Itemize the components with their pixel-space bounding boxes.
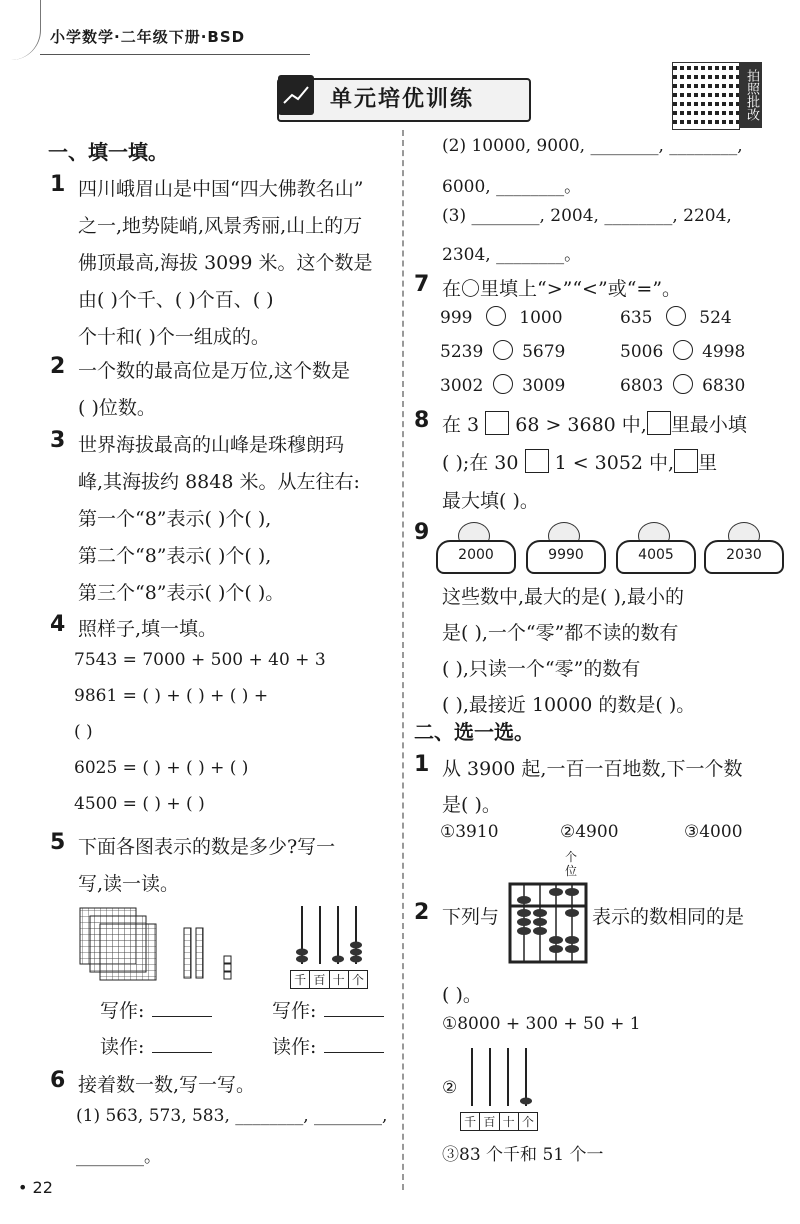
q3-line: 第二个“8”表示( )个( ), — [78, 545, 272, 567]
compare-circle[interactable] — [493, 340, 513, 360]
page-title: 单元培优训练 — [330, 87, 475, 112]
q9-number: 9 — [414, 520, 430, 545]
q2-number: 2 — [50, 354, 66, 379]
q8-number: 8 — [414, 408, 430, 433]
abacus-top-label: 个位 — [564, 850, 577, 878]
bead-abacus-picture — [508, 880, 588, 966]
q8-box-ref — [674, 449, 698, 473]
q8-line-2 — [442, 448, 717, 475]
compare-circle[interactable] — [493, 374, 513, 394]
q8-line-1 — [442, 410, 747, 437]
compare-left: 5006 — [620, 342, 664, 362]
q3-line: 第一个“8”表示( )个( ), — [78, 508, 272, 530]
compare-pair — [440, 374, 565, 396]
q8-box-ref — [647, 411, 671, 435]
q2-line: ( )位数。 — [78, 397, 156, 419]
q5-line: 写,读一读。 — [78, 873, 180, 895]
compare-right: 4998 — [702, 342, 746, 362]
option[interactable]: ② — [442, 1078, 458, 1098]
qr-code-icon[interactable] — [672, 62, 740, 130]
abacus-picture — [460, 1046, 540, 1130]
place-value-blocks-picture — [76, 904, 246, 984]
q8-box-1[interactable] — [485, 411, 509, 435]
compare-pair — [620, 374, 745, 396]
compare-pair — [620, 340, 745, 362]
compare-right: 1000 — [519, 308, 563, 328]
abacus-label: 个 — [351, 973, 364, 987]
q8-text: 1 < 3052 中, — [554, 452, 675, 474]
compare-right: 524 — [699, 308, 732, 328]
q6-line: 6000, ________。 — [442, 177, 582, 197]
q8-line-3: 最大填( )。 — [442, 490, 539, 512]
compare-right: 3009 — [522, 376, 566, 396]
q1-line: 佛顶最高,海拔 3099 米。这个数是 — [78, 252, 373, 274]
trend-chart-icon — [278, 75, 314, 115]
option[interactable]: ①8000 + 300 + 50 + 1 — [442, 1014, 641, 1034]
q6-number: 6 — [50, 1068, 66, 1093]
s2-q2-text-a: 下列与 — [442, 906, 500, 928]
s2-q1-number: 1 — [414, 752, 430, 777]
s2-q1-line: 从 3900 起,一百一百地数,下一个数 — [442, 758, 743, 780]
compare-pair — [440, 306, 563, 328]
write-blank-right[interactable] — [324, 1016, 384, 1017]
compare-circle[interactable] — [673, 340, 693, 360]
compare-circle[interactable] — [666, 306, 686, 326]
q9-line: ( ),最接近 10000 的数是( )。 — [442, 694, 696, 716]
q8-text: 里 — [698, 452, 718, 474]
compare-left: 6803 — [620, 376, 664, 396]
s2-q2-number: 2 — [414, 900, 430, 925]
header-rule — [40, 54, 310, 55]
s2-q1-line: 是( )。 — [442, 794, 501, 816]
option[interactable]: ③83 个千和 51 个一 — [442, 1145, 604, 1165]
compare-left: 635 — [620, 308, 653, 328]
option[interactable]: ③4000 — [684, 822, 743, 842]
abacus-label: 百 — [310, 971, 329, 988]
q3-number: 3 — [50, 428, 66, 453]
write-blank-left[interactable] — [152, 1016, 212, 1017]
abacus-label: 千 — [291, 971, 310, 988]
compare-circle[interactable] — [673, 374, 693, 394]
s2-q2-blank: ( )。 — [442, 984, 482, 1006]
q6-line: (3) ________, 2004, ________, 2204, — [442, 206, 732, 226]
abacus-label: 十 — [500, 1113, 519, 1130]
q4-line: 4500 = ( ) + ( ) — [74, 794, 205, 814]
q8-box-2[interactable] — [525, 449, 549, 473]
read-label-right: 读作: — [272, 1036, 317, 1058]
q7-number: 7 — [414, 272, 430, 297]
read-label-left: 读作: — [100, 1036, 145, 1058]
q4-line: 9861 = ( ) + ( ) + ( ) + — [74, 686, 269, 706]
series-header: 小学数学·二年级下册·BSD — [50, 28, 246, 46]
q1-line: 之一,地势陡峭,风景秀丽,山上的万 — [78, 215, 363, 237]
q6-line: (1) 563, 573, 583, ________, ________, — [76, 1106, 388, 1126]
q9-line: 是( ),一个“零”都不读的数有 — [442, 622, 679, 644]
q9-line: 这些数中,最大的是( ),最小的 — [442, 586, 684, 608]
q8-text: 68 > 3680 中, — [515, 414, 647, 436]
page-number: • 22 — [18, 1178, 53, 1197]
q1-line: 四川峨眉山是中国“四大佛教名山” — [78, 178, 364, 200]
q6-line: (2) 10000, 9000, ________, ________, — [442, 136, 743, 156]
abacus-label: 百 — [480, 1113, 499, 1130]
q9-line: ( ),只读一个“零”的数有 — [442, 658, 641, 680]
q3-line: 世界海拔最高的山峰是珠穆朗玛 — [78, 434, 345, 456]
abacus-label: 十 — [330, 971, 349, 988]
q8-text: 里最小填 — [670, 414, 747, 436]
number-badge: 9990 — [526, 540, 606, 574]
q8-text: 在 3 — [442, 414, 480, 436]
compare-pair — [620, 306, 732, 328]
compare-pair — [440, 340, 565, 362]
read-blank-right[interactable] — [324, 1052, 384, 1053]
compare-left: 999 — [440, 308, 473, 328]
q4-number: 4 — [50, 612, 66, 637]
number-badge: 2030 — [704, 540, 784, 574]
read-blank-left[interactable] — [152, 1052, 212, 1053]
q2-line: 一个数的最高位是万位,这个数是 — [78, 360, 351, 382]
q1-number: 1 — [50, 172, 66, 197]
write-label-left: 写作: — [100, 1000, 145, 1022]
q5-line: 下面各图表示的数是多少?写一 — [78, 836, 336, 858]
compare-left: 5239 — [440, 342, 484, 362]
q7-instruction: 在〇里填上“>”“<”或“=”。 — [442, 278, 682, 300]
page-corner-mark — [0, 0, 41, 60]
compare-right: 5679 — [522, 342, 566, 362]
s2-q2-text-b: 表示的数相同的是 — [592, 906, 745, 928]
write-label-right: 写作: — [272, 1000, 317, 1022]
number-badge: 2000 — [436, 540, 516, 574]
abacus-label: 个 — [521, 1115, 534, 1129]
q1-line: 个十和( )个一组成的。 — [78, 326, 270, 348]
section2-heading: 二、选一选。 — [414, 720, 534, 744]
q8-text: ( );在 30 — [442, 452, 519, 474]
compare-left: 3002 — [440, 376, 484, 396]
option[interactable]: ②4900 — [560, 822, 619, 842]
q1-line: 由( )个千、( )个百、( ) — [78, 289, 274, 311]
option[interactable]: ①3910 — [440, 822, 499, 842]
abacus-picture — [290, 904, 370, 988]
q4-line: 照样子,填一填。 — [78, 618, 218, 640]
column-divider — [402, 130, 404, 1190]
q4-line: ( ) — [74, 722, 93, 742]
section1-heading: 一、填一填。 — [48, 140, 168, 164]
compare-circle[interactable] — [486, 306, 506, 326]
q4-line: 6025 = ( ) + ( ) + ( ) — [74, 758, 249, 778]
q6-line: 2304, ________。 — [442, 245, 582, 265]
number-badge: 4005 — [616, 540, 696, 574]
abacus-label: 千 — [461, 1113, 480, 1130]
compare-right: 6830 — [702, 376, 746, 396]
q3-line: 第三个“8”表示( )个( )。 — [78, 582, 285, 604]
q3-line: 峰,其海拔约 8848 米。从左往右: — [78, 471, 360, 493]
q6-line: 接着数一数,写一写。 — [78, 1074, 256, 1096]
q4-example: 7543 = 7000 + 500 + 40 + 3 — [74, 650, 326, 670]
qr-label: 拍照批改 — [740, 62, 762, 128]
q6-line: ________。 — [76, 1147, 161, 1167]
q5-number: 5 — [50, 830, 66, 855]
